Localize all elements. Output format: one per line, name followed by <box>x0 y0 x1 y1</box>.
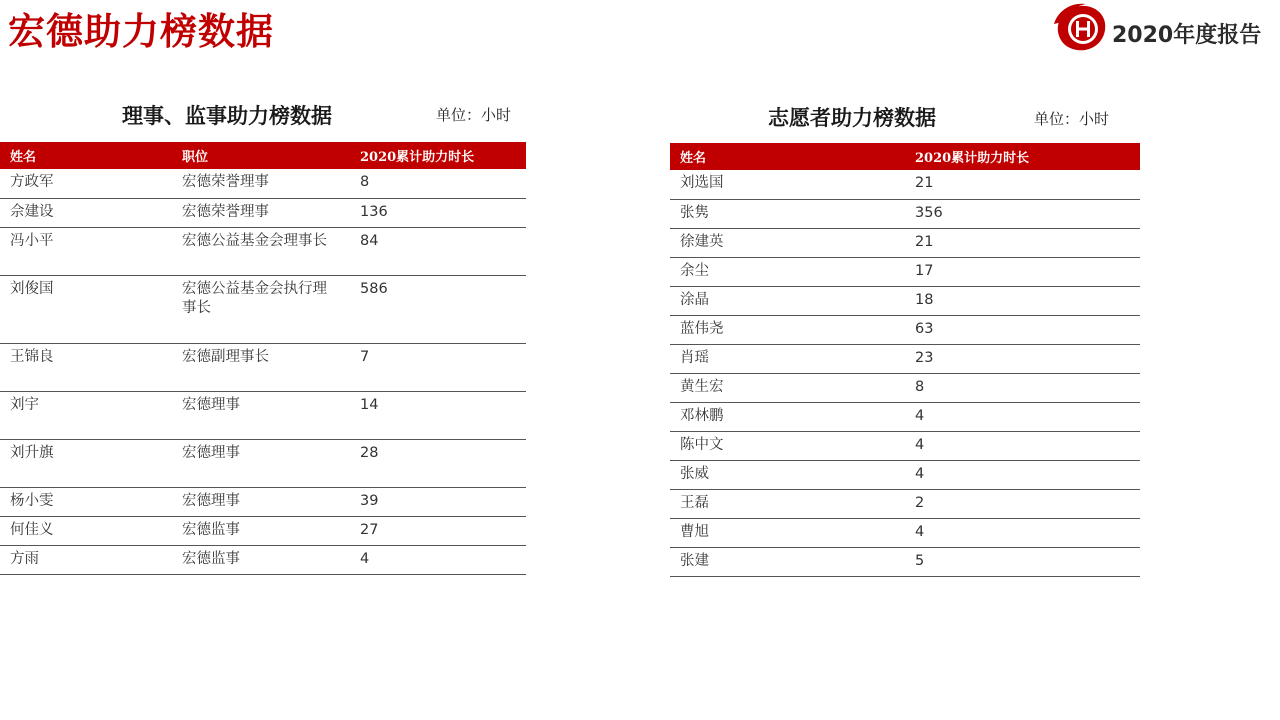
logo-icon <box>1052 2 1110 54</box>
table-row <box>670 431 1140 460</box>
table-header-row <box>670 143 1140 170</box>
cell-name: 何佳义 <box>0 516 172 545</box>
table-row <box>0 439 526 487</box>
cell-hours: 4 <box>905 431 1140 460</box>
table-row <box>670 489 1140 518</box>
cell-hours: 21 <box>905 170 1140 199</box>
table-row <box>670 518 1140 547</box>
brand-year: 2020年度报告 <box>1112 23 1262 48</box>
table-row <box>670 344 1140 373</box>
cell-hours: 23 <box>905 344 1140 373</box>
table-row <box>0 545 526 574</box>
table-row <box>0 516 526 545</box>
cell-hours: 4 <box>350 545 526 574</box>
cell-hours: 7 <box>350 343 526 391</box>
cell-hours: 63 <box>905 315 1140 344</box>
cell-name: 佘建设 <box>0 198 172 227</box>
cell-hours: 27 <box>350 516 526 545</box>
directors-board-title: 理事、监事助力榜数据 <box>122 103 332 128</box>
cell-name: 方政军 <box>0 169 172 198</box>
table-row <box>0 227 526 275</box>
cell-name: 蓝伟尧 <box>670 315 905 344</box>
cell-name: 刘升旗 <box>0 439 172 487</box>
table-row <box>670 199 1140 228</box>
cell-name: 刘宇 <box>0 391 172 439</box>
cell-position: 宏德荣誉理事 <box>172 169 350 198</box>
cell-position: 宏德监事 <box>172 516 350 545</box>
cell-name: 陈中文 <box>670 431 905 460</box>
cell-hours: 5 <box>905 547 1140 576</box>
cell-hours: 28 <box>350 439 526 487</box>
cell-name: 黄生宏 <box>670 373 905 402</box>
cell-name: 余尘 <box>670 257 905 286</box>
table-row <box>670 315 1140 344</box>
table-row <box>670 228 1140 257</box>
cell-name: 张隽 <box>670 199 905 228</box>
cell-name: 邓林鹏 <box>670 402 905 431</box>
cell-position: 宏德副理事长 <box>172 343 350 391</box>
table-row <box>670 402 1140 431</box>
cell-position: 宏德公益基金会执行理事长 <box>172 275 350 343</box>
cell-position: 宏德理事 <box>172 487 350 516</box>
column-header-name: 姓名 <box>670 143 905 170</box>
cell-hours: 84 <box>350 227 526 275</box>
cell-name: 张建 <box>670 547 905 576</box>
directors-board-table <box>0 142 526 575</box>
table-row <box>670 373 1140 402</box>
table-row <box>0 275 526 343</box>
cell-hours: 21 <box>905 228 1140 257</box>
cell-hours: 14 <box>350 391 526 439</box>
table-row <box>0 198 526 227</box>
cell-hours: 136 <box>350 198 526 227</box>
cell-position: 宏德荣誉理事 <box>172 198 350 227</box>
cell-hours: 586 <box>350 275 526 343</box>
cell-position: 宏德公益基金会理事长 <box>172 227 350 275</box>
column-header-hours: 2020累计助力时长 <box>350 142 526 169</box>
directors-unit-label: 单位：小时 <box>436 106 512 124</box>
cell-position: 宏德理事 <box>172 439 350 487</box>
cell-hours: 4 <box>905 518 1140 547</box>
cell-hours: 17 <box>905 257 1140 286</box>
table-row <box>670 547 1140 576</box>
cell-hours: 8 <box>350 169 526 198</box>
cell-hours: 4 <box>905 402 1140 431</box>
cell-name: 杨小雯 <box>0 487 172 516</box>
cell-hours: 356 <box>905 199 1140 228</box>
table-row <box>0 391 526 439</box>
table-row <box>670 286 1140 315</box>
cell-name: 曹旭 <box>670 518 905 547</box>
table-row <box>0 169 526 198</box>
cell-name: 涂晶 <box>670 286 905 315</box>
cell-name: 王磊 <box>670 489 905 518</box>
cell-hours: 39 <box>350 487 526 516</box>
column-header-hours: 2020累计助力时长 <box>905 143 1140 170</box>
table-row <box>0 343 526 391</box>
cell-name: 刘俊国 <box>0 275 172 343</box>
column-header-position: 职位 <box>172 142 350 169</box>
column-header-name: 姓名 <box>0 142 172 169</box>
cell-position: 宏德理事 <box>172 391 350 439</box>
volunteers-unit-label: 单位：小时 <box>1034 110 1110 128</box>
page-title: 宏德助力榜数据 <box>8 10 274 53</box>
cell-name: 冯小平 <box>0 227 172 275</box>
cell-hours: 18 <box>905 286 1140 315</box>
cell-hours: 8 <box>905 373 1140 402</box>
cell-hours: 4 <box>905 460 1140 489</box>
cell-name: 方雨 <box>0 545 172 574</box>
cell-name: 张威 <box>670 460 905 489</box>
cell-name: 肖瑶 <box>670 344 905 373</box>
brand-block <box>1052 2 1276 58</box>
cell-name: 刘选国 <box>670 170 905 199</box>
table-row <box>670 460 1140 489</box>
table-row <box>0 487 526 516</box>
table-row <box>670 257 1140 286</box>
volunteers-board-table <box>670 143 1140 577</box>
cell-name: 王锦良 <box>0 343 172 391</box>
cell-position: 宏德监事 <box>172 545 350 574</box>
table-header-row <box>0 142 526 169</box>
cell-hours: 2 <box>905 489 1140 518</box>
volunteers-board-title: 志愿者助力榜数据 <box>768 105 936 130</box>
table-row <box>670 170 1140 199</box>
cell-name: 徐建英 <box>670 228 905 257</box>
